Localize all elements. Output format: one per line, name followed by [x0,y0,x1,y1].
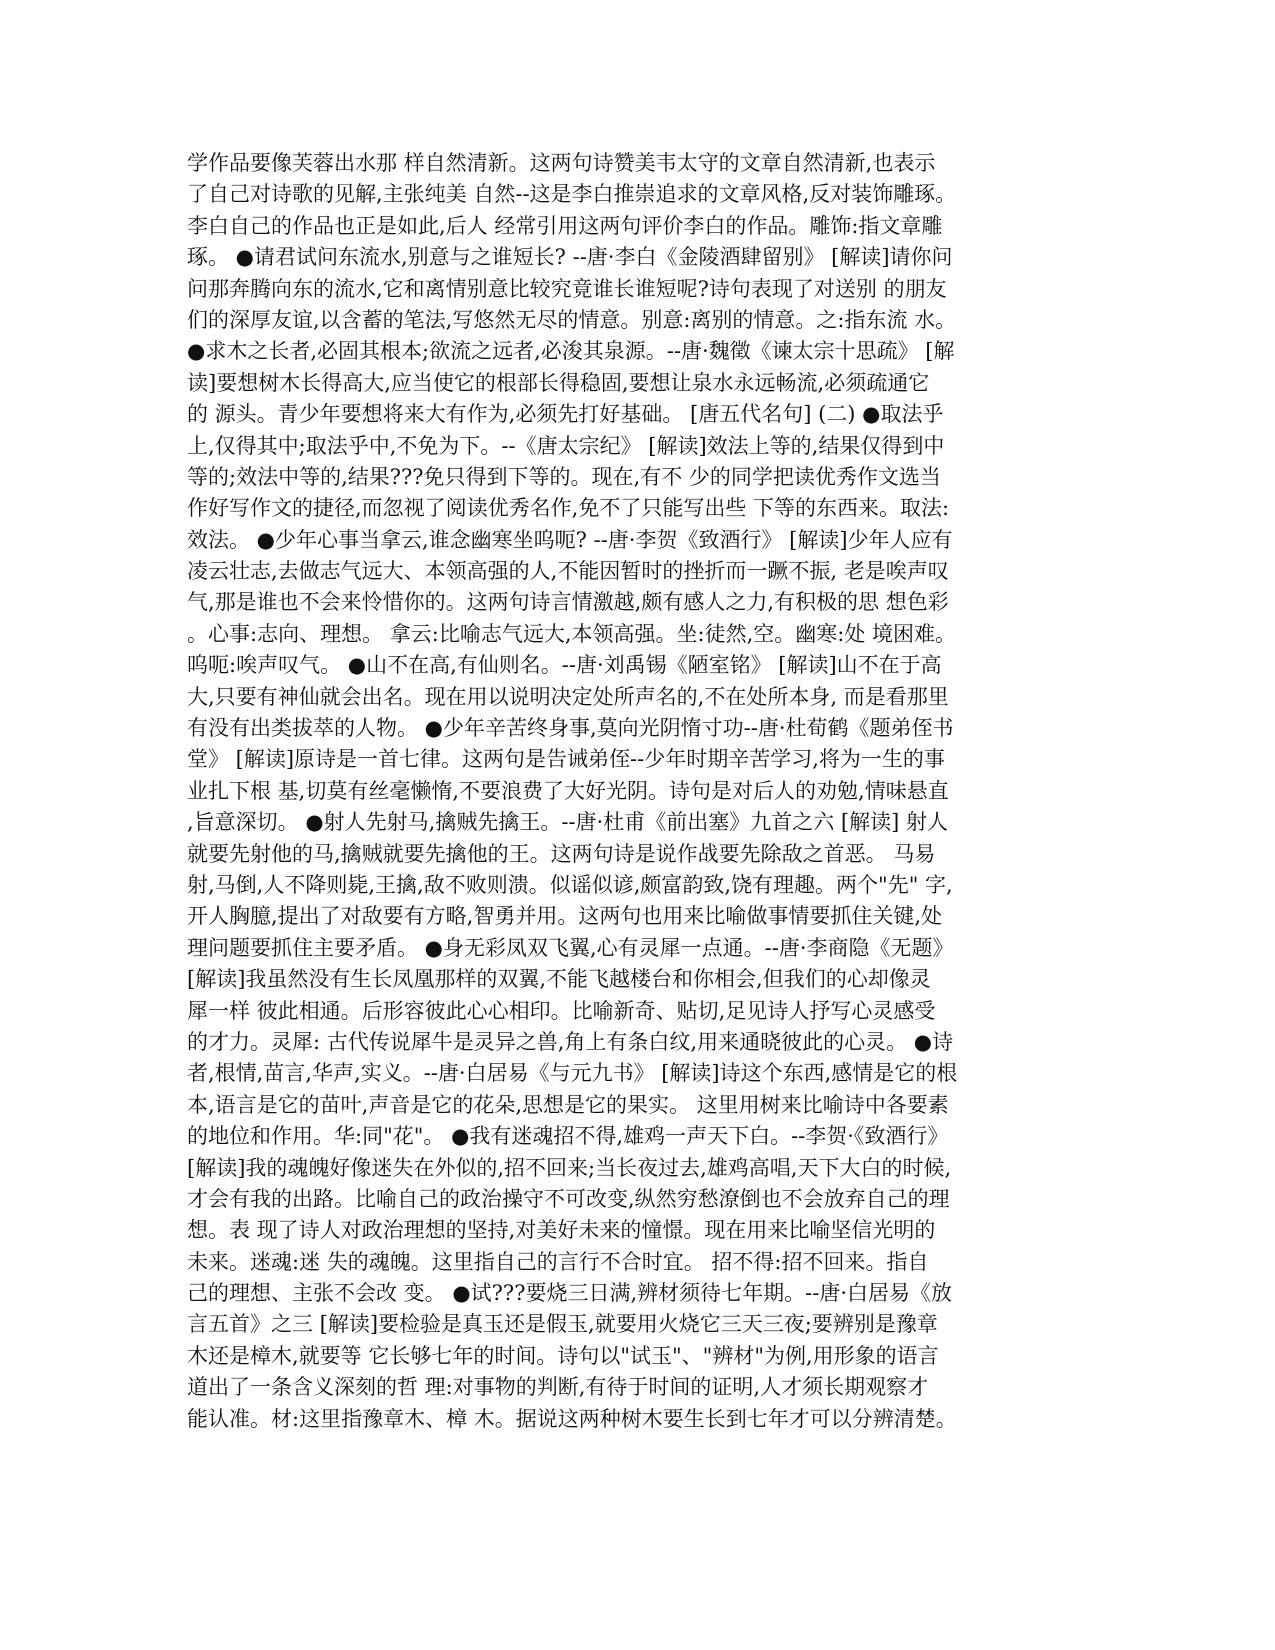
text-line: 们的深厚友谊,以含蓄的笔法,写悠然无尽的情意。别意:离别的情意。之:指东流 水。 [187,307,957,332]
text-line: 木还是樟木,就要等 它长够七年的时间。诗句以"试玉"、"辨材"为例,用形象的语言 [187,1343,939,1368]
text-line: 的地位和作用。华:同"花"。 ●我有迷魂招不得,雄鸡一声天下白。--李贺·《致酒行》 [187,1124,949,1149]
text-line: 呜呃:唉声叹气。 ●山不在高,有仙则名。--唐·刘禹锡《陋室铭》 [解读]山不在于高 [187,653,942,678]
text-line: 李白自己的作品也正是如此,后人 经常引用这两句评价李白的作品。雕饰:指文章雕 [187,213,943,238]
text-line: 己的理想、主张不会改 变。 ●试???要烧三日满,辨材须待七年期。--唐·白居易《放 [187,1281,952,1306]
text-line: 的才力。灵犀: 古代传说犀牛是灵异之兽,角上有条白纹,用来通晓彼此的心灵。 ●诗 [187,1029,954,1054]
text-line: 凌云壮志,去做志气远大、本领高强的人,不能因暂时的挫折而一蹶不振, 老是唉声叹 [187,559,949,584]
text-line: 未来。迷魂:迷 失的魂魄。这里指自己的言行不合时宜。 招不得:招不回来。指自 [187,1249,929,1274]
text-line: 气,那是谁也不会来怜惜你的。这两句诗言情激越,颇有感人之力,有积极的思 想色彩 [187,590,949,615]
text-line: 想。表 现了诗人对政治理想的坚持,对美好未来的憧憬。现在用来比喻坚信光明的 [187,1218,936,1243]
text-line: 理问题要抓住主要矛盾。 ●身无彩凤双飞翼,心有灵犀一点通。--唐·李商隐《无题》 [187,935,954,960]
text-line: [解读]我虽然没有生长凤凰那样的双翼,不能飞越楼台和你相会,但我们的心却像灵 [187,967,931,992]
text-line: 才会有我的出路。比喻自己的政治操守不可改变,纵然穷愁潦倒也不会放弃自己的理 [187,1186,950,1211]
text-line: 射,马倒,人不降则毙,王擒,敌不败则溃。似谣似谚,颇富韵致,饶有理趣。两个"先" 字, [187,872,953,897]
text-line: 开人胸臆,提出了对敌要有方略,智勇并用。这两句也用来比喻做事情要抓住关键,处 [187,904,943,929]
text-line: 上,仅得其中;取法乎中,不免为下。--《唐太宗纪》 [解读]效法上等的,结果仅得到中 [187,433,945,458]
text-line: 堂》 [解读]原诗是一首七律。这两句是告诫弟侄--少年时期辛苦学习,将为一生的事 [187,747,945,772]
text-line: 等的;效法中等的,结果???免只得到下等的。现在,有不 少的同学把读优秀作文选当 [187,464,941,489]
text-line: 能认准。材:这里指豫章木、樟 木。据说这两种树木要生长到七年才可以分辨清楚。 [187,1406,957,1431]
text-line: 者,根情,苗言,华声,实义。--唐·白居易《与元九书》 [解读]诗这个东西,感情是它的根 [187,1061,958,1086]
text-line: 的 源头。青少年要想将来大有作为,必须先打好基础。 [唐五代名句] (二) ●取法乎 [187,402,944,427]
text-line: 了自己对诗歌的见解,主张纯美 自然--这是李白推崇追求的文章风格,反对装饰雕琢。 [187,182,957,207]
text-line: 言五首》之三 [解读]要检验是真玉还是假玉,就要用火烧它三天三夜;要辨别是豫章 [187,1312,938,1337]
text-line: ,旨意深切。 ●射人先射马,擒贼先擒王。--唐·杜甫《前出塞》九首之六 [解读] 射人 [187,810,948,835]
text-line: 读]要想树木长得高大,应当使它的根部长得稳固,要想让泉水永远畅流,必须疏通它 [187,370,930,395]
text-line: 就要先射他的马,擒贼就要先擒他的王。这两句诗是说作战要先除敌之首恶。 马易 [187,841,936,866]
text-line: 业扎下根 基,切莫有丝毫懒惰,不要浪费了大好光阴。诗句是对后人的劝勉,情味悬直 [187,778,949,803]
text-line: 犀一样 彼此相通。后形容彼此心心相印。比喻新奇、贴切,足见诗人抒写心灵感受 [187,998,936,1023]
text-line: 学作品要像芙蓉出水那 样自然清新。这两句诗赞美韦太守的文章自然清新,也表示 [187,151,936,175]
text-line: 道出了一条含义深刻的哲 理:对事物的判断,有待于时间的证明,人才须长期观察才 [187,1375,929,1400]
text-line: 本,语言是它的苗叶,声音是它的花朵,思想是它的果实。 这里用树来比喻诗中各要素 [187,1092,949,1117]
text-line: 作好写作文的捷径,而忽视了阅读优秀名作,免不了只能写出些 下等的东西来。取法: [187,496,950,521]
text-line: 大,只要有神仙就会出名。现在用以说明决定处所声名的,不在处所本身, 而是看那里 [187,684,949,709]
text-line: 效法。 ●少年心事当拿云,谁念幽寒坐呜呃? --唐·李贺《致酒行》 [解读]少年人应有 [187,527,953,552]
text-line: [解读]我的魂魄好像迷失在外似的,招不回来;当长夜过去,雄鸡高唱,天下大白的时候, [187,1155,952,1180]
text-line: 有没有出类拔萃的人物。 ●少年辛苦终身事,莫向光阴惰寸功--唐·杜荀鹤《题弟侄书 [187,716,954,741]
text-line: 。心事:志向、理想。 拿云:比喻志气远大,本领高强。坐:徒然,空。幽寒:处 境困难。 [187,621,956,646]
text-line: ●求木之长者,必固其根本;欲流之远者,必浚其泉源。--唐·魏徵《谏太宗十思疏》 [解 [187,339,955,364]
text-line: 问那奔腾向东的流水,它和离情别意比较究竟谁长谁短呢?诗句表现了对送别 的朋友 [187,276,947,301]
text-line: 琢。 ●请君试问东流水,别意与之谁短长? --唐·李白《金陵酒肆留别》 [解读]请你问 [187,245,953,270]
body-text [187,148,1087,1435]
